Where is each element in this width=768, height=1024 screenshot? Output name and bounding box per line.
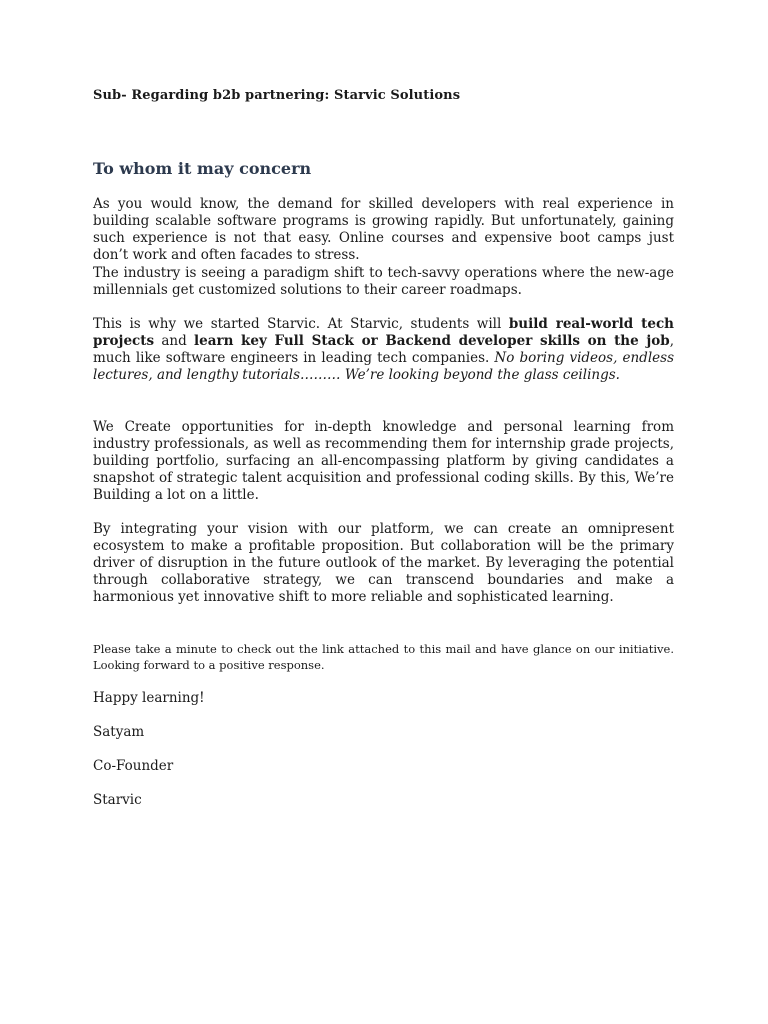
- subject-line: Sub- Regarding b2b partnering: Starvic Solutions: [93, 88, 461, 103]
- bold-learn-skills: learn key Full Stack or Backend developer skills on the job: [194, 333, 670, 349]
- paragraph-opportunities: We Create opportunities for in-depth knowledge and personal learning from industry professionals, as well as recommending them for internship grade projects, building portfolio, surfacing an all-encompassing platform by giving candidates a snapshot of strategic talent acquisition and professional coding skills. By this, We’re Building a lot on a little.: [93, 419, 674, 503]
- closing-line: Happy learning!: [93, 690, 205, 706]
- italic-tagline: No boring videos, endless lectures, and lengthy tutorials……… We’re looking beyond the glass ceilings.: [93, 350, 674, 383]
- salutation-heading: To whom it may concern: [93, 159, 312, 178]
- signer-name: Satyam: [93, 724, 145, 740]
- request-note: Please take a minute to check out the link attached to this mail and have glance on our initiative. Looking forward to a positive response.: [93, 642, 674, 672]
- and-text: and: [154, 333, 194, 349]
- signer-title: Co-Founder: [93, 758, 174, 774]
- paragraph-industry-shift: The industry is seeing a paradigm shift to tech-savvy operations where the new-age millennials get customized solutions to their career roadmaps.: [93, 265, 674, 298]
- signer-company: Starvic: [93, 792, 142, 808]
- paragraph-collaboration: By integrating your vision with our platform, we can create an omnipresent ecosystem to make a profitable proposition. But collaboration will be the primary driver of disruption in the future outlook of the market. By leveraging the potential through collaborative strategy, we can transcend boundaries and make a harmonious yet innovative shift to more reliable and sophisticated learning.: [93, 521, 674, 605]
- intro-text: This is why we started Starvic. At Starvic, students will: [93, 316, 509, 332]
- bold-build-projects: build real-world tech projects: [93, 316, 674, 349]
- paragraph-demand: As you would know, the demand for skilled developers with real experience in building scalable software programs is growing rapidly. But unfortunately, gaining such experience is not that easy. Online courses and expensive boot camps just don’t work and often facades to stress.: [93, 196, 674, 263]
- paragraph-starvic-intro: [93, 316, 674, 384]
- rest-text: , much like software engineers in leading tech companies.: [93, 333, 675, 366]
